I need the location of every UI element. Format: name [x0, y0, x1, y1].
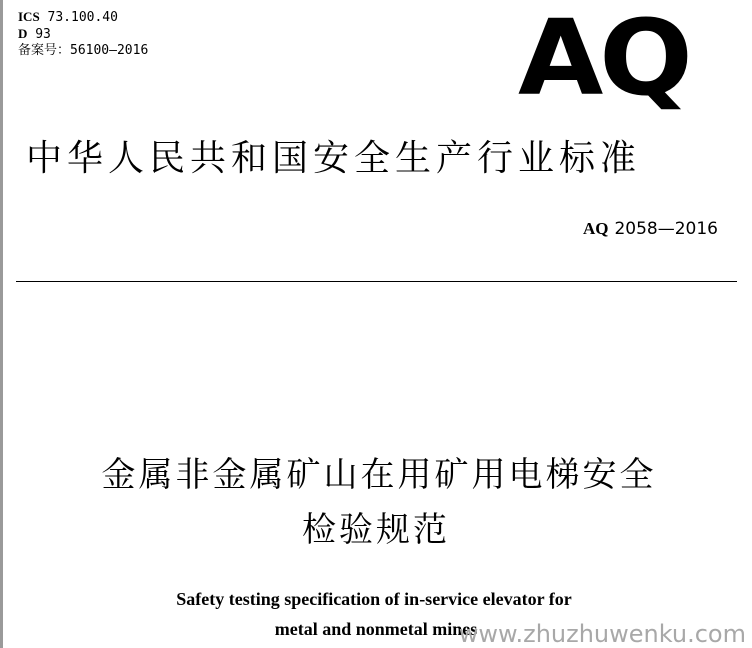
ics-label: ICS [18, 9, 40, 24]
horizontal-divider [16, 281, 737, 282]
class-line [18, 26, 148, 43]
standard-number [583, 219, 718, 239]
document-title-line2: 检验规范 [302, 510, 450, 550]
class-value: 93 [35, 27, 51, 42]
aq-logo: AQ [518, 0, 689, 119]
document-title-line1: 金属非金属矿山在用矿用电梯安全 [101, 455, 657, 495]
english-title-line1: Safety testing specification of in-service elevator for [176, 589, 572, 609]
standard-number-code: 2058—2016 [614, 219, 718, 239]
english-title-line2: metal and nonmetal mines [274, 619, 478, 639]
standard-number-prefix: AQ [582, 219, 609, 238]
watermark: www.zhuzhuwenku.com [458, 620, 746, 648]
standard-title: 中华人民共和国安全生产行业标准 [26, 138, 642, 179]
ics-line [18, 9, 148, 26]
ics-value: 73.100.40 [47, 10, 118, 25]
classification-block [18, 9, 148, 59]
class-code: D [18, 26, 28, 41]
page-edge-rule [0, 0, 3, 648]
filing-number: 备案号：56100—2016 [18, 43, 149, 58]
